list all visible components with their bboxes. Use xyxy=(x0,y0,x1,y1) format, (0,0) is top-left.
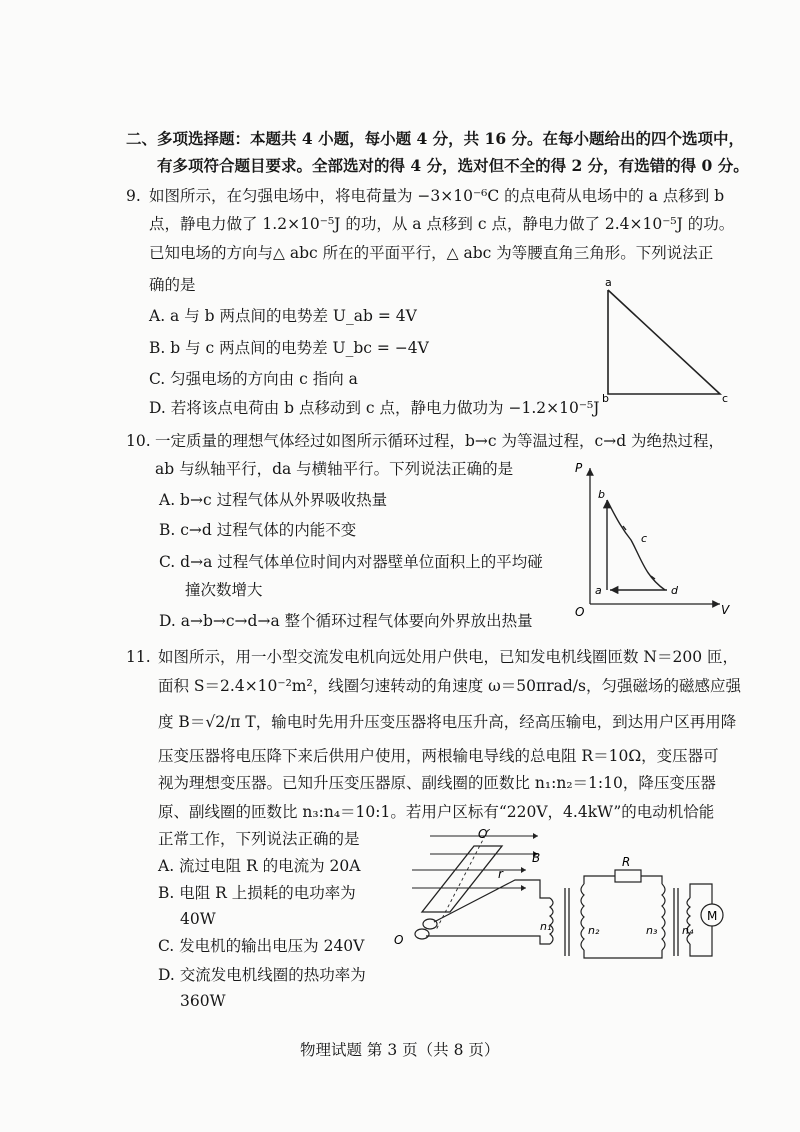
q11-label-O-prime: O′ xyxy=(478,827,491,841)
page-footer: 物理试题 第 3 页（共 8 页） xyxy=(300,1041,500,1059)
q9-option-b: B. b 与 c 两点间的电势差 U_bc = −4V xyxy=(149,339,429,357)
q11-number: 11. xyxy=(126,648,151,666)
q10-pv-diagram xyxy=(565,458,735,618)
q11-option-d: D. 交流发电机线圈的热功率为 xyxy=(158,966,366,984)
section-heading-line2: 有多项符合题目要求。全部选对的得 4 分，选对但不全的得 2 分，有选错的得 0 分。 xyxy=(157,156,749,175)
q10-option-c-cont: 撞次数增大 xyxy=(185,581,263,599)
q10-label-a: a xyxy=(595,584,602,597)
q11-label-n2: n₂ xyxy=(588,924,600,937)
q11-option-c: C. 发电机的输出电压为 240V xyxy=(158,937,365,955)
q9-label-c: c xyxy=(722,392,729,404)
q11-label-M: M xyxy=(707,909,718,923)
q11-stem-line: 原、副线圈的匝数比 n₃:n₄＝10:1。若用户区标有“220V，4.4kW”的电动机恰能 xyxy=(158,803,715,821)
q10-label-c: c xyxy=(641,532,648,545)
q9-stem-line: 已知电场的方向与△ abc 所在的平面平行，△ abc 为等腰直角三角形。下列说法正 xyxy=(149,244,714,262)
q11-label-n3: n₃ xyxy=(646,924,658,937)
q9-option-a: A. a 与 b 两点间的电势差 U_ab = 4V xyxy=(149,307,417,325)
q10-label-b: b xyxy=(598,488,605,501)
q9-option-c: C. 匀强电场的方向由 c 指向 a xyxy=(149,370,358,388)
q11-option-b-cont: 40W xyxy=(180,910,216,928)
q11-label-n4: n₄ xyxy=(682,924,694,937)
q10-number: 10. xyxy=(126,432,151,450)
q11-label-O: O xyxy=(394,933,404,947)
q11-label-r: r xyxy=(498,867,503,881)
q11-option-b: B. 电阻 R 上损耗的电功率为 xyxy=(158,884,356,902)
q11-stem-line: 正常工作，下列说法正确的是 xyxy=(158,830,360,848)
q11-label-R: R xyxy=(622,855,631,869)
q10-stem-line: 一定质量的理想气体经过如图所示循环过程，b→c 为等温过程，c→d 为绝热过程， xyxy=(155,432,725,450)
q9-stem-line: 点，静电力做了 1.2×10⁻⁵J 的功，从 a 点移到 c 点，静电力做了 2.4×10⁻⁵J 的功。 xyxy=(149,215,735,233)
q10-option-d: D. a→b→c→d→a 整个循环过程气体要向外界放出热量 xyxy=(159,612,533,630)
q9-label-b: b xyxy=(602,392,609,404)
q11-option-d-cont: 360W xyxy=(180,992,226,1010)
q11-stem-line: 压变压器将电压降下来后供用户使用，两根输电导线的总电阻 R＝10Ω，变压器可 xyxy=(158,747,719,765)
q10-axis-p: P xyxy=(575,461,583,475)
q11-stem-line: 视为理想变压器。已知升压变压器原、副线圈的匝数比 n₁:n₂＝1:10，降压变压器 xyxy=(158,774,716,792)
q9-stem-line: 如图所示，在匀强电场中，将电荷量为 −3×10⁻⁶C 的点电荷从电场中的 a 点移到 b xyxy=(149,187,725,205)
q10-option-a: A. b→c 过程气体从外界吸收热量 xyxy=(159,491,388,509)
q9-triangle-figure xyxy=(598,276,733,404)
q10-axis-v: V xyxy=(721,603,730,617)
q11-option-a: A. 流过电阻 R 的电流为 20A xyxy=(158,857,361,875)
q10-stem-line: ab 与纵轴平行，da 与横轴平行。下列说法正确的是 xyxy=(155,460,514,478)
q11-label-n1: n₁ xyxy=(540,920,552,933)
q9-option-d: D. 若将该点电荷由 b 点移动到 c 点，静电力做功为 −1.2×10⁻⁵J xyxy=(149,399,600,417)
section-heading-line1: 二、多项选择题：本题共 4 小题，每小题 4 分，共 16 分。在每小题给出的四个选项中， xyxy=(126,129,745,148)
q11-stem-line: 如图所示，用一小型交流发电机向远处用户供电，已知发电机线圈匝数 N＝200 匝， xyxy=(158,648,739,666)
q10-label-d: d xyxy=(671,584,678,597)
q10-option-b: B. c→d 过程气体的内能不变 xyxy=(159,521,357,539)
q10-option-c: C. d→a 过程气体单位时间内对器壁单位面积上的平均碰 xyxy=(159,553,543,571)
q9-label-a: a xyxy=(605,276,612,289)
q9-number: 9. xyxy=(126,187,141,205)
q11-stem-line: 面积 S＝2.4×10⁻²m²，线圈匀速转动的角速度 ω＝50πrad/s，匀强磁场的磁感应强 xyxy=(158,677,741,695)
q11-power-transmission-figure xyxy=(390,826,730,976)
q11-label-B: B xyxy=(532,851,541,865)
q11-stem-line: 度 B＝√2/π T，输电时先用升压变压器将电压升高，经高压输电，到达用户区再用降 xyxy=(158,713,737,731)
q9-stem-line: 确的是 xyxy=(149,276,196,294)
q10-origin: O xyxy=(575,605,585,618)
